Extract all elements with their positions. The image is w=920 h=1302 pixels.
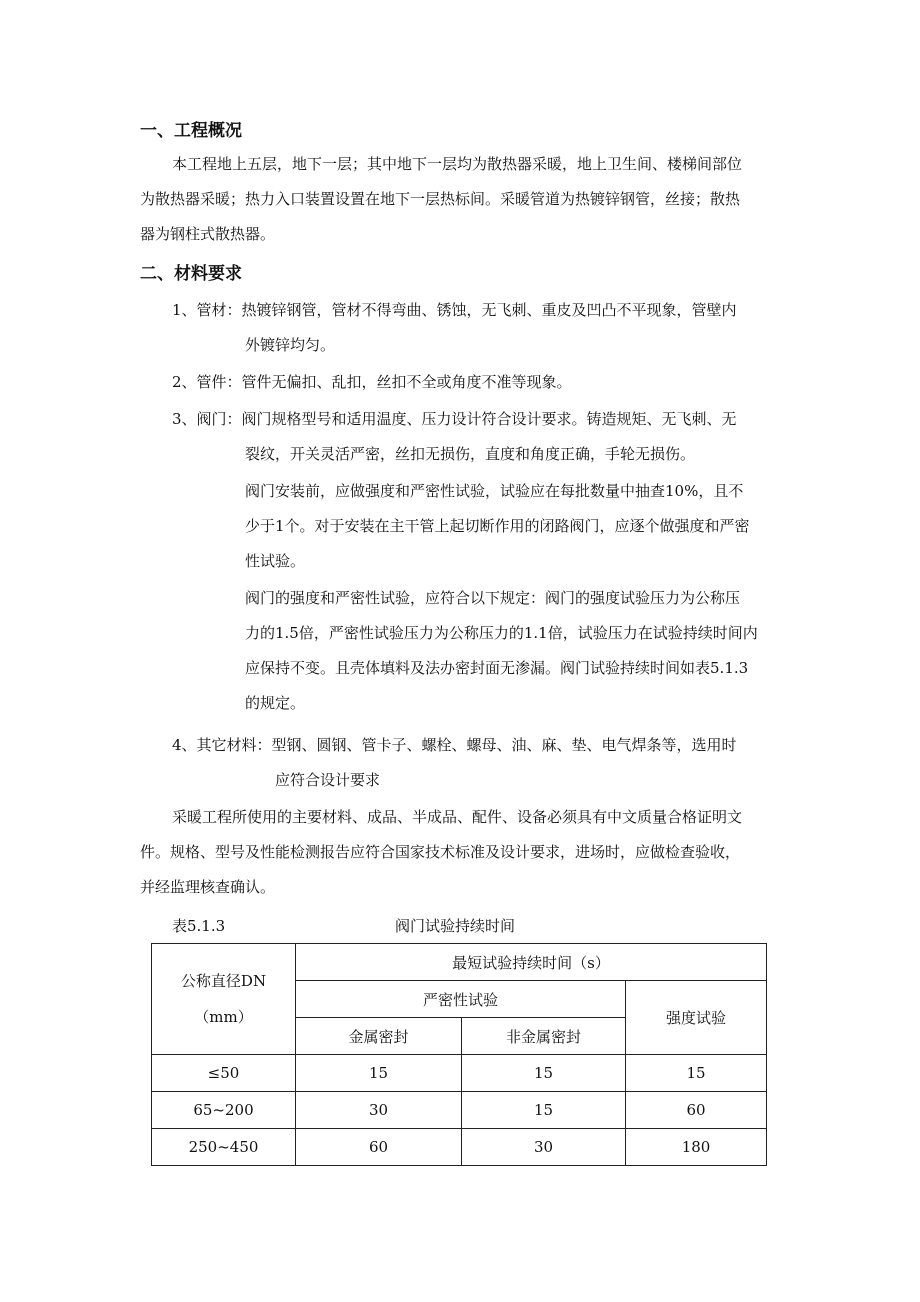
item3-p3-line: 的规定。: [245, 694, 306, 712]
item2-line: 2、管件：管件无偏扣、乱扣，丝扣不全或角度不准等现象。: [172, 373, 572, 391]
valve-test-duration-table: [151, 943, 767, 1166]
cell-dn: 250~450: [152, 1129, 296, 1166]
cell-nonmetal: 15: [462, 1092, 626, 1129]
header-nominal-diameter: [152, 944, 296, 1055]
overview-line: 本工程地上五层，地下一层；其中地下一层均为散热器采暖，地上卫生间、楼梯间部位: [172, 155, 743, 173]
table-row: [152, 1092, 767, 1129]
table-title: 阀门试验持续时间: [395, 917, 516, 935]
cell-strength: 60: [626, 1092, 767, 1129]
overview-line: 为散热器采暖；热力入口装置设置在地下一层热标间。采暖管道为热镀锌钢管，丝接；散热: [140, 190, 741, 208]
item3-p2-line: 阀门安装前，应做强度和严密性试验，试验应在每批数量中抽查10%，且不: [245, 482, 744, 500]
cell-dn: ≤50: [152, 1055, 296, 1092]
header-dn-unit: （mm）: [194, 1008, 253, 1026]
header-strength-test: 强度试验: [626, 981, 767, 1055]
item4-line: 应符合设计要求: [275, 771, 381, 789]
cell-metal: 30: [296, 1092, 462, 1129]
table-row: [152, 1129, 767, 1166]
item1-line: 外镀锌均匀。: [245, 336, 336, 354]
overview-line: 器为钢柱式散热器。: [140, 225, 276, 243]
item3-p2-line: 性试验。: [245, 552, 306, 570]
item3-p3-line: 阀门的强度和严密性试验，应符合以下规定：阀门的强度试验压力为公称压: [245, 589, 741, 607]
item3-p3-line: 力的1.5倍，严密性试验压力为公称压力的1.1倍，试验压力在试验持续时间内: [245, 624, 758, 642]
closing-line: 并经监理核查确认。: [140, 878, 276, 896]
item3-p3-line: 应保持不变。且壳体填料及法办密封面无渗漏。阀门试验持续时间如表5.1.3: [245, 659, 749, 677]
heading-material-requirements: 二、材料要求: [140, 264, 242, 284]
table-label: 表5.1.3: [172, 917, 226, 935]
table-row: [152, 1055, 767, 1092]
item3-line: 裂纹，开关灵活严密，丝扣无损伤，直度和角度正确，手轮无损伤。: [245, 445, 696, 463]
cell-strength: 180: [626, 1129, 767, 1166]
item3-p2-line: 少于1个。对于安装在主干管上起切断作用的闭路阀门，应逐个做强度和严密: [245, 517, 750, 535]
header-metal-seal: 金属密封: [296, 1018, 462, 1055]
cell-nonmetal: 15: [462, 1055, 626, 1092]
closing-line: 采暖工程所使用的主要材料、成品、半成品、配件、设备必须具有中文质量合格证明文: [172, 808, 743, 826]
item4-line: 4、其它材料：型钢、圆钢、管卡子、螺栓、螺母、油、麻、垫、电气焊条等，选用时: [172, 736, 737, 754]
header-nonmetal-seal: 非金属密封: [462, 1018, 626, 1055]
item3-line: 3、阀门：阀门规格型号和适用温度、压力设计符合设计要求。铸造规矩、无飞刺、无: [172, 410, 737, 428]
heading-project-overview: 一、工程概况: [140, 121, 242, 141]
closing-line: 件。规格、型号及性能检测报告应符合国家技术标准及设计要求，进场时，应做检查验收，: [140, 843, 741, 861]
cell-strength: 15: [626, 1055, 767, 1092]
cell-metal: 15: [296, 1055, 462, 1092]
cell-nonmetal: 30: [462, 1129, 626, 1166]
item1-line: 1、管材：热镀锌钢管，管材不得弯曲、锈蚀，无飞刺、重皮及凹凸不平现象，管壁内: [172, 301, 737, 319]
header-min-duration: 最短试验持续时间（s）: [296, 944, 767, 981]
header-tightness-test: 严密性试验: [296, 981, 626, 1018]
cell-dn: 65~200: [152, 1092, 296, 1129]
header-dn-label: 公称直径DN: [180, 972, 267, 990]
cell-metal: 60: [296, 1129, 462, 1166]
